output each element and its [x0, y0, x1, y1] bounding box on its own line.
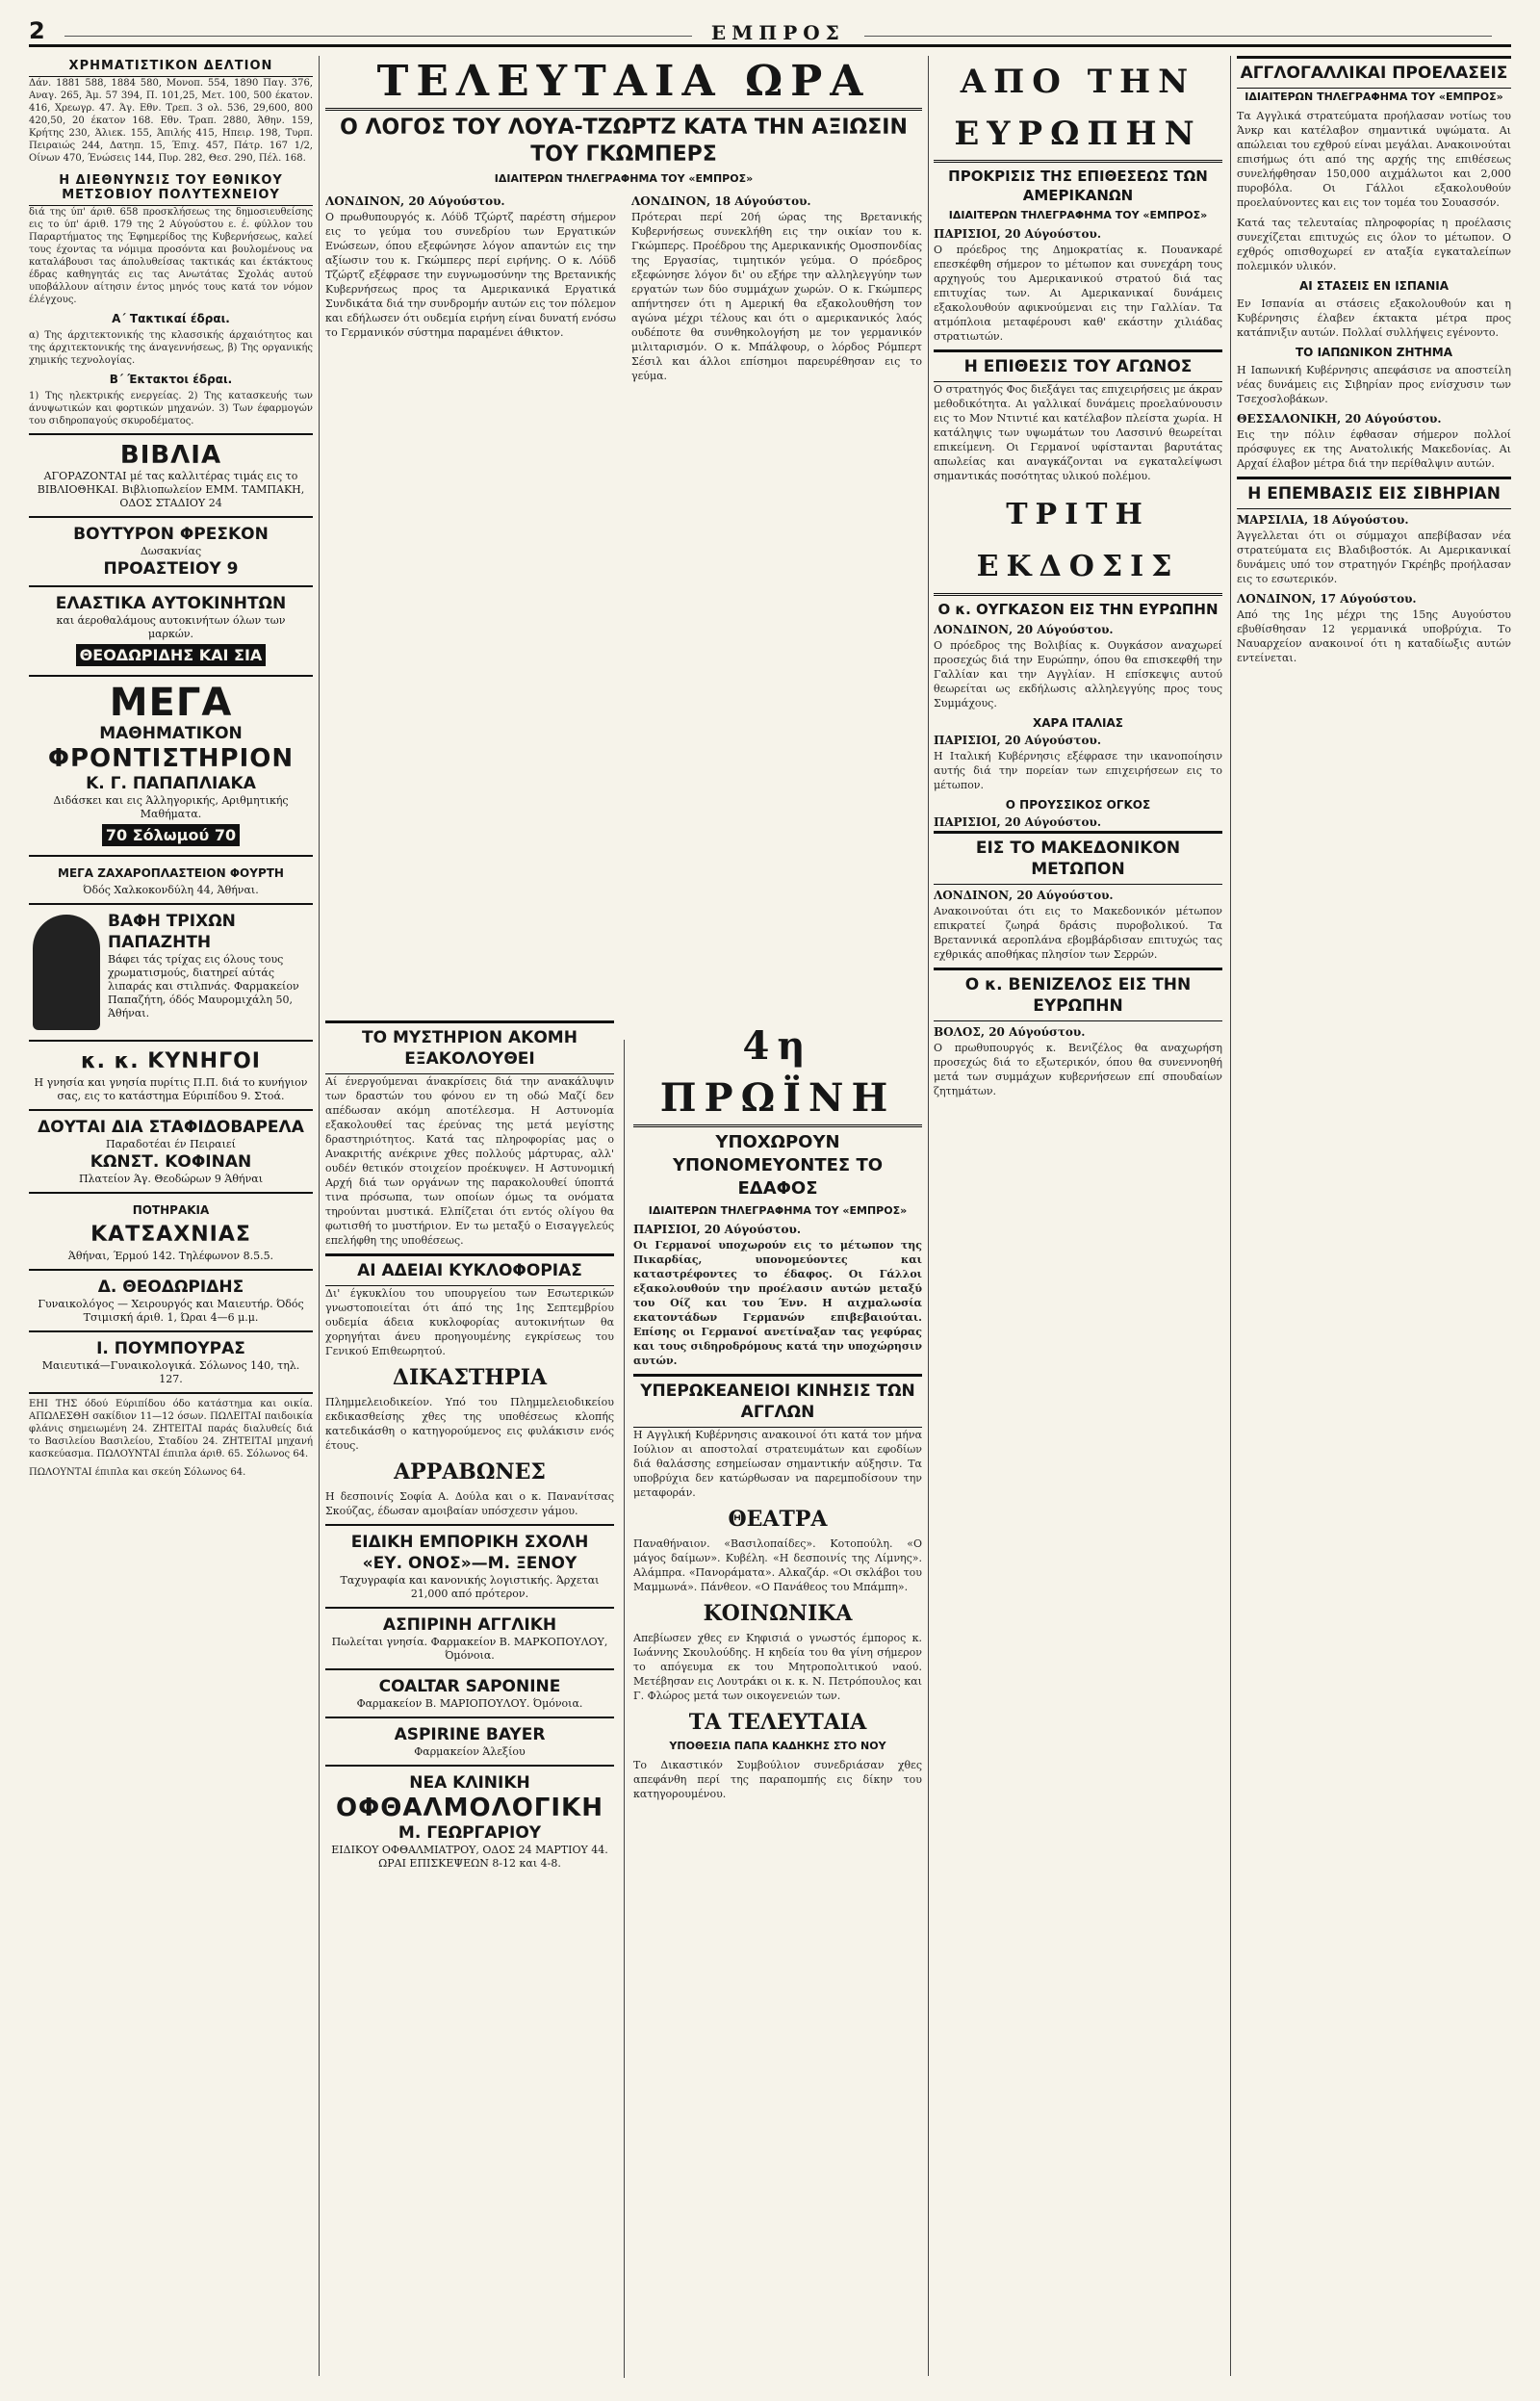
ad-raisins-name: ΚΩΝΣΤ. ΚΟΦΙΝΑΝ [90, 1152, 252, 1172]
ad-pots-title: ΠΟΤΗΡΑΚΙΑ [132, 1203, 210, 1217]
ad-raisins-sub: Παραδοτέαι έν Πειραιεί [106, 1138, 236, 1150]
news-heading: ΤΑ ΤΕΛΕΥΤΑΙΑ [688, 1710, 867, 1735]
ad-school-title: ΦΡΟΝΤΙΣΤΗΡΙΟΝ [47, 744, 295, 773]
venizelos-dateline: ΒΟΛΟΣ, 20 Αύγούστου. [934, 1025, 1086, 1039]
ad-hunter-title: κ. κ. ΚΥΝΗΓΟΙ [80, 1049, 261, 1073]
third-edition-heading: ΤΡΙΤΗ ΕΚΔΟΣΙΣ [934, 489, 1222, 596]
front-text: Ο στρατηγός Φος διεξάγει τας επιχειρήσεις με άκραν μεθοδικότητα. Αι γαλλικαί δυνάμεις προελαύνουσιν εις το Μον Ντιντιέ και κατέλαβον πλείστα χωρία. Η κατάληψις των υψωμάτων του Λασσινύ θεωρείται επικείμενη. Οι Γερμανοί υφίστανται βαρυτάτας απωλείας και αναγκάζονται να εγκαταλείψωσι σημαντικάς ποσότητας υλικού πολέμου. [934, 383, 1222, 482]
chair-a-text: α) Της άρχιτεκτονικής της κλασσικής άρχαιότητος και της άρχιτεκτονικής της άναγεννήσεως, β) Της οργανικής χημικής τεχνολογίας. [29, 330, 313, 366]
latest-headline: ΥΠΟΧΩΡΟΥΝ ΥΠΟΝΟΜΕΥΟΝΤΕΣ ΤΟ ΕΔΑΦΟΣ [672, 1132, 884, 1199]
japan-text: Η Ιαπωνική Κυβέρνησις απεφάσισε να αποστείλη νέας δυνάμεις εις Σιβηρίαν προς ενίσχυσιν των Τσεχοσλοβάκων. [1237, 364, 1511, 405]
ad-sweets-text: Όδός Χαλκοκονδύλη 44, Άθήναι. [83, 884, 259, 896]
institute-heading: Η ΔΙΕΘΝΥΝΣΙΣ ΤΟΥ ΕΘΝΙΚΟΥ ΜΕΤΣΟΒΙΟΥ ΠΟΛΥΤΕΧΝΕΙΟΥ [29, 170, 313, 206]
chair-b-heading: Β΄ Έκτακτοι έδραι. [109, 373, 233, 386]
ad-hunter-text: Η γνησία και γνησία πυρίτις Π.Π. διά το κυνήγιον σας, εις το κατάστημα Εύριπίδου 9. Στοά. [34, 1076, 308, 1102]
ad-tires-title: ΕΛΑΣΤΙΚΑ ΑΥΤΟΚΙΝΗΤΩΝ [55, 594, 287, 613]
offensive-heading: ΑΓΓΛΟΓΑΛΛΙΚΑΙ ΠΡΟΕΛΑΣΕΙΣ [1237, 56, 1511, 89]
court-text: Πλημμελειοδικείον. Υπό του Πλημμελειοδικείου εκδικασθείσης χθες της υποθέσεως κλοπής κατεδικάσθη ο κατηγορούμενος εις φυλάκισιν ενός έτους. [325, 1396, 614, 1452]
ad-school-big: ΜΕΓΑ [109, 681, 233, 725]
ad-school-name: «ΕΥ. ΟΝΟΣ»—Μ. ΞΕΝΟΥ [362, 1554, 578, 1573]
macedonia-heading: ΕΙΣ ΤΟ ΜΑΚΕΔΟΝΙΚΟΝ ΜΕΤΩΠΟΝ [934, 831, 1222, 885]
news-text: Το Δικαστικόν Συμβούλιον συνεδριάσαν χθες απεφάνθη περί της παραπομπής εις δίκην του κατηγορουμένου. [633, 1759, 922, 1800]
lloyd-george-headline: Ο ΛΟΓΟΣ ΤΟΥ ΛΟΥΑ-ΤΖΩΡΤΖ ΚΑΤΑ ΤΗΝ ΑΞΙΩΣΙΝ ΤΟΥ ΓΚΩΜΠΕΡΣ [340, 116, 908, 167]
offensive-text-2: Κατά τας τελευταίας πληροφορίας η προέλασις συνεχίζεται επιτυχώς εις όλον το μέτωπον. Ο εχθρός οπισθοχωρεί εν αταξία εγκαταλείπων πολεμικόν υλικόν. [1237, 217, 1511, 272]
carriage-text: Δι' έγκυκλίου του υπουργείου των Εσωτερικών γνωστοποιείται ότι άπό της 1ης Σεπτεμβρίου ουδεμία άδεια κυκλοφορίας αυτοκινήτων θα χορηγήται άνευ προηγουμένης εγκρίσεως του Γενικού Επιθεωρητού. [325, 1287, 614, 1357]
column-rule [624, 1040, 625, 2378]
ad-school-text: Διδάσκει και εις Άλληγορικής, Αριθμητικής Μαθήματα. [53, 794, 289, 820]
offensive-sub: ΙΔΙΑΙΤΕΡΩΝ ΤΗΛΕΓΡΑΦΗΜΑ ΤΟΥ «ΕΜΠΡΟΣ» [1245, 90, 1503, 103]
meeting-heading: Ο ΠΡΟΥΣΣΙΚΟΣ ΟΓΚΟΣ [1005, 798, 1151, 812]
ad-tires-text: και άεροθαλάμους αυτοκινήτων όλων των μαρκών. [56, 614, 286, 640]
third-edition-headline: Ο κ. ΟΥΓΚΑΣΟΝ ΕΙΣ ΤΗΝ ΕΥΡΩΠΗΝ [937, 601, 1219, 618]
macedonia-text: Ανακοινούται ότι εις το Μακεδονικόν μέτωπον επικρατεί ζωηρά δράσις πυροβολικού. Τα Βρεταννικά αεροπλάνα εβομβάρδισαν επιτυχώς τας εχθρικάς αποθήκας πλησίον των Σερρών. [934, 905, 1222, 961]
ad-raisins-text: Πλατείον Άγ. Θεοδώρων 9 Άθήναι [78, 1173, 264, 1185]
europe-sub: ΙΔΙΑΙΤΕΡΩΝ ΤΗΛΕΓΡΑΦΗΜΑ ΤΟΥ «ΕΜΠΡΟΣ» [948, 209, 1208, 221]
carriage-heading: ΑΙ ΑΔΕΙΑΙ ΚΥΚΛΟΦΟΡΙΑΣ [325, 1253, 614, 1286]
ad-school [29, 675, 313, 855]
ad-hunters [29, 1040, 313, 1109]
classified-text: ΕΗΙ ΤΗΣ όδού Εύριπίδου όδο κατάστημα και οικία. ΑΠΩΛΕΣΘΗ σακίδιον 11—12 όσων. ΠΩΛΕΙΤΑΙ παιδοικία φλάνις σημειωμένη 24. ΖΗΤΕΙΤΑΙ παράς διαλυθείς διά το Βασιλείου Βασιλείου, Σταδίου 24. ΖΗΤΕΙΤΑΙ μηχανή κασκεύασμα. ΠΩΛΟΥΝΤΑΙ έπιπλα άριθ. 65. Σόλωνος 64. [29, 1392, 313, 1460]
ad-eye-text: ΕΙΔΙΚΟΥ ΟΦΘΑΛΜΙΑΤΡΟΥ, ΟΔΟΣ 24 ΜΑΡΤΙΟΥ 44. ΩΡΑΙ ΕΠΙΣΚΕΨΕΩΝ 8-12 και 4-8. [331, 1844, 608, 1870]
third-edition-dateline: ΛΟΝΔΙΝΟΝ, 20 Αύγούστου. [934, 623, 1114, 636]
ad-school-mid: ΜΑΘΗΜΑΤΙΚΟΝ [99, 724, 243, 743]
europe-heading: ΑΠΟ ΤΗΝ ΕΥΡΩΠΗΝ [934, 56, 1222, 163]
venizelos-heading: Ο κ. ΒΕΝΙΖΕΛΟΣ ΕΙΣ ΤΗΝ ΕΥΡΩΠΗΝ [934, 968, 1222, 1021]
thessaloniki-heading: ΘΕΣΣΑΛΟΝΙΚΗ, 20 Αύγούστου. [1237, 412, 1442, 426]
last-text: Από της 1ης μέχρι της 15ης Αυγούστου εβυθίσθησαν 12 γερμανικά υποβρύχια. Το Ναυαρχείον ανακοινοί ότι η καταδίωξις αυτών εντείνεται. [1237, 608, 1511, 664]
ad-sweets [29, 855, 313, 903]
column-5 [934, 56, 1222, 1104]
ad-doc-text: Γυναικολόγος — Χειρουργός και Μαιευτήρ. Όδός Τσιμισκή άριθ. 1, Ώραι 4—6 μ.μ. [38, 1298, 304, 1324]
ad-aspirin [325, 1607, 614, 1668]
front-heading: Η ΕΠΙΘΕΣΙΣ ΤΟΥ ΑΓΩΝΟΣ [934, 349, 1222, 382]
japan-heading: ΤΟ ΙΑΠΩΝΙΚΟΝ ΖΗΤΗΜΑ [1296, 346, 1452, 359]
ad-school-name: Κ. Γ. ΠΑΠΑΠΛΙΑΚΑ [86, 774, 256, 793]
latest-dateline: ΠΑΡΙΣΙΟΙ, 20 Αύγούστου. [633, 1223, 801, 1236]
ad-bayer-heading: ASPIRINE BAYER [394, 1725, 546, 1744]
latest-text: Οι Γερμανοί υποχωρούν εις το μέτωπον της Πικαρδίας, υπονομεύοντες και καταστρέφοντες το έδαφος. Οι Γάλλοι εξακολουθούν την προέλασιν αυτών μεταξύ του Οίζ και του Ένν. Η αιχμαλωσία εκατοντάδων Γερμανών επιβεβαιούται. Επίσης οι Γερμανοί ανετίναξαν τας γεφύρας και τους σιδηροδρόμους κατά την υποχώρησιν αυτών. [633, 1239, 922, 1367]
engagement-text: Η δεσποινίς Σοφία Α. Δούλα και ο κ. Πανανίτσας Σκούζας, έδωσαν αμοιβαίαν υπόσχεσιν γάμου. [325, 1490, 614, 1517]
last-hour-banner: ΤΕΛΕΥΤΑΙΑ ΩΡΑ [325, 56, 922, 111]
masthead-rule [64, 36, 692, 37]
ad-eye-name: Μ. ΓΕΩΡΓΑΡΙΟΥ [398, 1823, 542, 1843]
ad-pots-name: ΚΑΤΣΑΧΝΙΑΣ [90, 1223, 251, 1247]
ad-coaltar-text: Φαρμακείον Β. ΜΑΡΙΟΠΟΥΛΟΥ. Όμόνοια. [356, 1697, 583, 1710]
lloyd-george-dateline-2: ΛΟΝΔΙΝΟΝ, 18 Αύγούστου. [631, 194, 811, 208]
ad-tires [29, 585, 313, 675]
finance-text: Δάν. 1881 588, 1884 580, Μονοπ. 554, 1890 Παγ. 376, Αναγ. 265, Άμ. 57 394, Π. 101,25, Μετ. 100, 500 έκατον. 416, Χρεωγρ. 47. Άγ. Εθν. Τρεπ. 3 ολ. 536, 29,600, 800 420,50, 20 έκατον 168. Εθν. Τραπ. 2880, Άθην. 159, Κρήτης 230, Άλιεκ. 155, Άπιλής 415, Ηπειρ. 198, Τυρπ. Πειραιώς 244, Δατηπ. 15, Έπιχ. 457, Πάτρ. 167 1/2, Οίνων 470, Ένώσεις 144, Πυρ. 282, Θεσ. 290, Πέλ. 168. [29, 78, 313, 164]
ad-gynecologist [29, 1330, 313, 1392]
ad-school-address: 70 Σόλωμού 70 [102, 824, 240, 846]
newspaper-name: ΕΜΠΡΟΣ [710, 21, 845, 44]
latest-heading: 4η ΠΡΩΪΝΗ [633, 1020, 922, 1127]
macedonia-dateline: ΛΟΝΔΙΝΟΝ, 20 Αύγούστου. [934, 889, 1114, 902]
court-heading: ΔΙΚΑΣΤΗΡΙΑ [392, 1365, 548, 1390]
masthead [29, 13, 1511, 47]
column-1 [29, 56, 313, 1484]
joy-dateline: ΠΑΡΙΣΙΟΙ, 20 Αύγούστου. [934, 734, 1101, 747]
engagement-heading: ΑΡΡΑΒΩΝΕΣ [394, 1459, 546, 1484]
finance-heading: ΧΡΗΜΑΤΙΣΤΙΚΟΝ ΔΕΛΤΙΟΝ [29, 56, 313, 77]
latest-sub: ΙΔΙΑΙΤΕΡΩΝ ΤΗΛΕΓΡΑΦΗΜΑ ΤΟΥ «ΕΜΠΡΟΣ» [648, 1204, 908, 1217]
siberia-text: Άγγελλεται ότι οι σύμμαχοι απεβίβασαν νέα στρατεύματα εις Βλαδιβοστόκ. Αι Αμερικανικαί δυνάμεις υπό τον στρατηγόν Γκρέηβς προήλασαν εις το εσωτερικόν. [1237, 529, 1511, 585]
column-4 [633, 1020, 922, 1807]
ad-sweets-title: ΜΕΓΑ ΖΑΧΑΡΟΠΛΑΣΤΕΙΟΝ ΦΟΥΡΤΗ [58, 866, 284, 880]
ad-dye-title: ΒΑΦΗ ΤΡΙΧΩΝ [108, 912, 236, 931]
classified-footer: ΠΩΛΟΥΝΤΑΙ έπιπλα και σκεύη Σόλωνος 64. [29, 1467, 246, 1478]
society-text: Απεβίωσεν χθες εν Κηφισιά ο γνωστός έμπορος κ. Ιωάννης Σκουλούδης. Η κηδεία του θα γίνη σήμερον το απόγευμα εκ του Μητροπολιτικού ναού. Μετέβησαν εις Λουτράκι οι κ. κ. Ν. Πετρόπουλος και Γ. Φλώρος μετά των οικογενειών των. [633, 1632, 922, 1702]
ad-doc-title: Δ. ΘΕΟΔΩΡΙΔΗΣ [97, 1278, 244, 1297]
last-dateline: ΛΟΝΔΙΝΟΝ, 17 Αύγούστου. [1237, 592, 1417, 606]
ad-butter-name: ΠΡΟΑΣΤΕΙΟΥ 9 [103, 559, 239, 579]
ad-aspirin-heading: ΑΣΠΙΡΙΝΗ ΑΓΓΛΙΚΗ [382, 1615, 557, 1635]
ad-butter-sub: Δωσακνίας [140, 545, 202, 557]
ad-dye-name: ΠΑΠΑΖΗΤΗ [108, 933, 212, 952]
ad-doctor [29, 1269, 313, 1330]
news-sub: ΥΠΟΘΕΣΙΑ ΠΑΠΑ ΚΑΔΗΚΗΣ ΣΤΟ ΝΟΥ [669, 1740, 886, 1752]
venizelos-text: Ο πρωθυπουργός κ. Βενιζέλος θα αναχωρήση προσεχώς διά το εξωτερικόν, όπου θα συνεννοηθή μετά των συμμάχων κυβερνήσεων επί σπουδαίων ζητημάτων. [934, 1042, 1222, 1097]
ad-books [29, 433, 313, 516]
gov-heading: ΥΠΕΡΩΚΕΑΝΕΙΟΙ ΚΙΝΗΣΙΣ ΤΩΝ ΑΓΓΛΩΝ [633, 1374, 922, 1428]
offensive-text-1: Τα Αγγλικά στρατεύματα προήλασαν νοτίως του Άνκρ και κατέλαβον σημαντικά υψώματα. Αι απώλειαι του εχθρού είναι μεγάλαι. Ανακοινούται επισήμως ότι από της αρχής της επιθέσεως συνελήφθησαν 150,000 αιχμάλωτοι και 2,000 πυροβόλα. Οι Γάλλοι εξακολουθούν προελαύνοντες και εις τον τομέα του Σουασσόν. [1237, 110, 1511, 209]
ad-bayer [325, 1717, 614, 1765]
europe-text: Ο πρόεδρος της Δημοκρατίας κ. Πουανκαρέ επεσκέφθη σήμερον το μέτωπον και συνεχάρη τους αρχηγούς του Αμερικανικού στρατού διά τας επιτυχίας των. Αι Αμερικανικαί δυνάμεις εξακολουθούν αφικνούμεναι εις την Γαλλίαν. Τα ατμόπλοια μεταφέρουσι καθ' εκάστην χιλιάδας στρατιωτών. [934, 244, 1222, 343]
ad-coaltar [325, 1668, 614, 1717]
ad-eye-clinic [325, 1765, 614, 1876]
column-rule [1230, 56, 1231, 2376]
ad-gyn-text: Μαιευτικά—Γυναικολογικά. Σόλωνος 140, τηλ. 127. [41, 1359, 300, 1385]
siberia-heading: Η ΕΠΕΜΒΑΣΙΣ ΕΙΣ ΣΙΒΗΡΙΑΝ [1237, 477, 1511, 509]
third-edition-text: Ο πρόεδρος της Βολιβίας κ. Ουγκάσον αναχωρεί προσεχώς διά την Ευρώπην, όπου θα επισκεφθή την Γαλλίαν και την Αγγλίαν. Η επίσκεψις αυτού θεωρείται ως εκδήλωσις αλληλεγγύης προς τους Συμμάχους. [934, 639, 1222, 710]
spain-heading: ΑΙ ΣΤΑΣΕΙΣ ΕΝ ΙΣΠΑΝΙΑ [1298, 279, 1450, 293]
ad-books-title: ΒΙΒΛΙΑ [119, 441, 222, 470]
ad-dye-text: Βάφει τάς τρίχας εις όλους τους χρωματισμούς, διατηρεί αύτάς λιπαράς και στιλπνάς. Φαρμακείον Παπαζήτη, όδός Μαυρομιχάλη 50, Άθήναι. [108, 953, 299, 1020]
ad-raisin-barrels [29, 1109, 313, 1192]
ad-coaltar-heading: COALTAR SAPONINE [378, 1677, 561, 1696]
mystery-heading: ΤΟ ΜΥΣΤΗΡΙΟΝ ΑΚΟΜΗ ΕΞΑΚΟΛΟΥΘΕΙ [325, 1020, 614, 1074]
ad-glasses [29, 1192, 313, 1269]
spain-text: Εν Ισπανία αι στάσεις εξακολουθούν και η Κυβέρνησις έλαβεν έκτακτα μέτρα προς κατάπνιξιν αυτών. Πολλαί συλλήψεις εγένοντο. [1237, 297, 1511, 339]
ad-commercial-school [325, 1524, 614, 1607]
ad-raisins-title: ΔΟΥΤΑΙ ΔΙΑ ΣΤΑΦΙΔΟΒΑΡΕΛΑ [38, 1118, 304, 1137]
gov-text: Η Αγγλική Κυβέρνησις ανακοινοί ότι κατά τον μήνα Ιούλιον αι αποστολαί στρατευμάτων και εφοδίων διά θαλάσσης εσημείωσαν σημαντικήν αύξησιν. Τα υποβρύχια δεν κατώρθωσαν να παρεμποδίσουν την μεταφοράν. [633, 1429, 922, 1499]
siberia-dateline: ΜΑΡΣΙΛΙΑ, 18 Αύγούστου. [1237, 513, 1409, 527]
ad-bayer-text: Φαρμακείον Άλεξίου [414, 1745, 526, 1758]
column-3 [325, 1020, 614, 1876]
mystery-text: Αί ένεργούμεναι άνακρίσεις διά την ανακάλυψιν των δραστών του φόνου εν τη οδώ Μαζί δεν απέδωσαν ακόμη αποτέλεσμα. Η Αστυνομία εξακολουθεί τας έρεύνας της μετά μεγίστης δραστηριότητος. Κατά τας πληροφορίας μας ο Ανακριτής ανέκρινε χθες πολλούς μάρτυρας, αλλ' ουδέν θετικόν στοιχείον προέκυψεν. Η Αστυνομική Αρχή διά των οργάνων της παρακολουθεί ύποπτά τινα πρόσωπα, των οποίων όμως τα ονόματα τηρούνται μυστικά. Ελπίζεται ότι εντός ολίγου θα φωτισθή το μυστήριον. Εν τω μεταξύ ο Εισαγγελεύς επελήφθη της υποθέσεως. [325, 1075, 614, 1247]
europe-dateline: ΠΑΡΙΣΙΟΙ, 20 Αύγούστου. [934, 227, 1101, 241]
column-rule [319, 56, 320, 2376]
ad-butter-title: ΒΟΥΤΥΡΟΝ ΦΡΕΣΚΟΝ [73, 525, 269, 544]
thessaloniki-text: Εις την πόλιν έφθασαν σήμερον πολλοί πρόσφυγες εκ της Ανατολικής Μακεδονίας. Αι Αρχαί έλαβον μέτρα διά την περίθαλψιν αυτών. [1237, 428, 1511, 470]
lloyd-george-dateline: ΛΟΝΔΙΝΟΝ, 20 Αύγούστου. [325, 194, 505, 208]
page-number: 2 [29, 17, 45, 44]
lloyd-george-sub: ΙΔΙΑΙΤΕΡΩΝ ΤΗΛΕΓΡΑΦΗΜΑ ΤΟΥ «ΕΜΠΡΟΣ» [494, 172, 754, 185]
lloyd-george-body [325, 191, 922, 389]
chair-b-text: 1) Της ηλεκτρικής ενεργείας. 2) Της κατασκευής των άνυψωτικών και φορτικών μηχανών. 3) Των έφαρμογών του σιδηροπαγούς σκυροδέματος. [29, 391, 313, 426]
column-2-top [325, 56, 922, 389]
meeting-dateline: ΠΑΡΙΣΙΟΙ, 20 Αύγούστου. [934, 815, 1101, 829]
institute-text: διά της ύπ' άριθ. 658 προσκλήσεως της δημοσιευθείσης εις το ύπ' άριθ. 179 της 2 Αύγούστου ε. έ. φύλλον του Παραρτήματος της Έφημερίδος της Κυβερνήσεως, καλεί τους έχοντας τα νόμιμα προσόντα και βουλομένους να καταλάβουσι τας άπολυθείσας τακτικάς και έκτάκτους έδρας καθηγητάς εις τας Ανωτάτας Σχολάς αυτού υποβάλλουν αίτησιν έντος μηνός τους κατά τον νόμον έλέγχους. [29, 207, 313, 305]
society-heading: ΚΟΙΝΩΝΙΚΑ [703, 1601, 853, 1626]
ad-aspirin-text: Πωλείται γνησία. Φαρμακείον Β. ΜΑΡΚΟΠΟΥΛΟΥ, Όμόνοια. [331, 1636, 608, 1662]
lloyd-george-text-1: Ο πρωθυπουργός κ. Λόϋδ Τζώρτζ παρέστη σήμερον εις το γεύμα του συνεδρίου των Εργατικών Ενώσεων, όπου εξεφώνησε λόγον απαντών εις την αξίωσιν του κ. Γκώμπερς περί ειρήνης. Ο κ. Λόϋδ Τζώρτζ εξέφρασε την ευγνωμοσύνην της Βρετανικής Κυβερνήσεως προς τα Αμερικανικά Εργατικά Συνδικάτα διά την συνδρομήν αυτών εις τον πόλεμον και εδήλωσεν ότι ουδεμία ειρήνη είναι δυνατή ενόσω το Γερμανικόν σύστημα παραμένει άθικτον. [325, 211, 616, 339]
masthead-rule-right [864, 36, 1492, 37]
ad-school-heading: ΕΙΔΙΚΗ ΕΜΠΟΡΙΚΗ ΣΧΟΛΗ [350, 1533, 589, 1552]
joy-text: Η Ιταλική Κυβέρνησις εξέφρασε την ικανοποίησιν αυτής διά την πορείαν των επιχειρήσεων εις το μέτωπον. [934, 750, 1222, 791]
theatre-heading: ΘΕΑΤΡΑ [728, 1507, 828, 1532]
ad-gyn-title: Ι. ΠΟΥΜΠΟΥΡΑΣ [96, 1339, 245, 1358]
ad-school-text: Ταχυγραφία και κανονικής λογιστικής. Άρχεται 21,000 από πρότερον. [340, 1574, 600, 1600]
woman-portrait-illustration [33, 915, 100, 1030]
ad-pots-text: Άθήναι, Έρμού 142. Τηλέφωνον 8.5.5. [67, 1250, 274, 1262]
theatre-text: Παναθήναιον. «Βασιλοπαίδες». Κοτοπούλη. «Ο μάγος δαίμων». Κυβέλη. «Η δεσποινίς της Λίμνης». Αλάμπρα. «Πανοράματα». Αλκαζάρ. «Οι σκλάβοι του Μαμμωνά». Πάνθεον. «Ο Πανάθεος του Μπάμπη». [633, 1537, 922, 1593]
chair-a-heading: Α΄ Τακτικαί έδραι. [112, 312, 230, 325]
lloyd-george-text-2: Πρότεραι περί 20ή ώρας της Βρετανικής Κυβερνήσεως συνεκλήθη εις την οικίαν του κ. Γκώμπερς. Προέδρου της Αμερικανικής Ομοσπονδίας της Εργασίας, τιμητικόν γεύμα. Ο πρόεδρος εξεφώνησε λόγον δι' ου εξήρε την αλληλεγγύην των εργατών των δύο συμμάχων χωρών. Ο κ. Γκώμπερς απήντησεν ότι η Αμερική θα εξακολουθήση τον αγώνα μέχρι τέλους και ότι ο αμερικανικός λαός ουδέποτε θα συνθηκολογήση με τον γερμανικόν μιλιταρισμόν. Ο κ. Μπάλφουρ, ο λόρδος Ρόμπερτ Σέσιλ και άλλοι επίσημοι παρευρέθησαν εις το γεύμα. [631, 211, 922, 382]
ad-eye-heading: ΝΕΑ ΚΛΙΝΙΚΗ [409, 1773, 530, 1793]
joy-heading: ΧΑΡΑ ΙΤΑΛΙΑΣ [1033, 716, 1123, 730]
ad-tires-name: ΘΕΟΔΩΡΙΔΗΣ ΚΑΙ ΣΙΑ [76, 644, 267, 666]
ad-hair-dye [29, 903, 313, 1040]
ad-butter [29, 516, 313, 585]
column-rule [928, 56, 929, 2376]
europe-headline: ΠΡΟΚΡΙΣΙΣ ΤΗΣ ΕΠΙΘΕΣΕΩΣ ΤΩΝ ΑΜΕΡΙΚΑΝΩΝ [948, 168, 1208, 204]
ad-eye-title: ΟΦΘΑΛΜΟΛΟΓΙΚΗ [336, 1794, 603, 1822]
ad-books-text: ΑΓΟΡΑΖΟΝΤΑΙ μέ τας καλλιτέρας τιμάς εις το ΒΙΒΛΙΟΘΗΚΑΙ. Βιβλιοπωλείον ΕΜΜ. ΤΑΜΠΑΚΗ, ΟΔΟΣ ΣΤΑΔΙΟΥ 24 [37, 470, 305, 509]
column-6 [1237, 56, 1511, 671]
